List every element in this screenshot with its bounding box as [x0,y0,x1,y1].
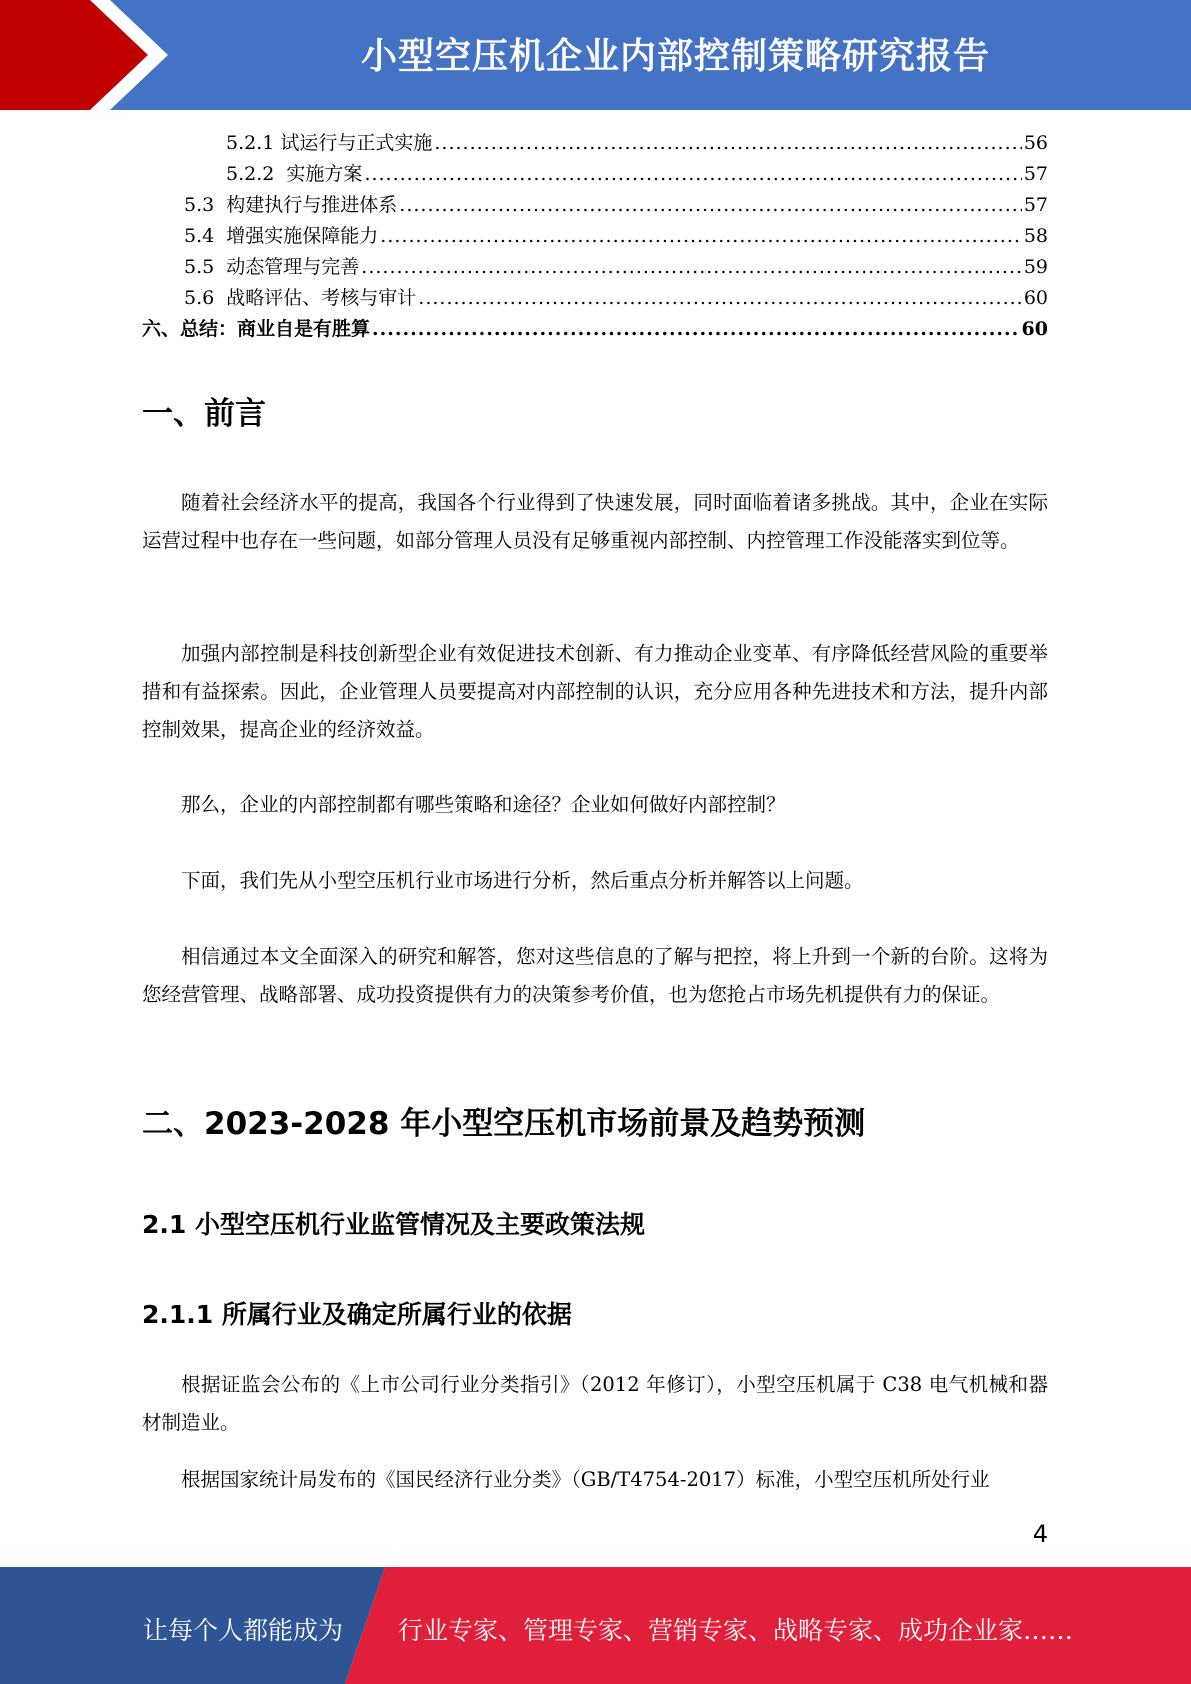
toc-entry-page: 56 [1023,132,1048,154]
report-title: 小型空压机企业内部控制策略研究报告 [360,36,990,77]
toc-entry-page: 57 [1023,163,1048,185]
body-paragraph: 根据国家统计局发布的《国民经济行业分类》（GB/T4754-2017）标准，小型空压机所处行业 [181,1468,990,1491]
toc-entry[interactable] [142,314,1048,345]
toc-entry-page: 57 [1023,194,1048,216]
body-paragraph: 随着社会经济水平的提高，我国各个行业得到了快速发展，同时面临着诸多挑战。其中，企业在实际运营过程中也存在一些问题，如部分管理人员没有足够重视内部控制、内控管理工作没能落实到位等。 [142,491,1048,552]
table-of-contents [142,128,1048,345]
page-header [0,0,1191,110]
page-number: 4 [1032,1520,1048,1548]
page-footer [0,1567,1191,1684]
toc-entry[interactable] [142,159,1048,190]
section-heading: 一、前言 [142,396,266,432]
toc-entry-label: 5.6 战略评估、考核与审计 [184,287,417,309]
subsection-heading: 2.1 小型空压机行业监管情况及主要政策法规 [142,1210,645,1239]
footer-slogan-right: 行业专家、管理专家、营销专家、战略专家、成功企业家…… [398,1616,1074,1645]
footer-slogan-left: 让每个人都能成为 [143,1616,344,1645]
toc-entry-page: 60 [1021,318,1048,340]
header-arrow-graphic [0,0,300,110]
toc-entry[interactable] [142,128,1048,159]
toc-entry-label: 5.5 动态管理与完善 [184,256,360,278]
toc-entry[interactable] [142,221,1048,252]
body-paragraph: 加强内部控制是科技创新型企业有效促进技术创新、有力推动企业变革、有序降低经营风险的重要举措和有益探索。因此，企业管理人员要提高对内部控制的认识，充分应用各种先进技术和方法，提升内部控制效果，提高企业的经济效益。 [142,642,1048,741]
section-heading: 二、2023-2028 年小型空压机市场前景及趋势预测 [142,1106,866,1142]
toc-entry[interactable] [142,190,1048,221]
toc-entry-page: 59 [1023,256,1048,278]
body-paragraph: 根据证监会公布的《上市公司行业分类指引》（2012 年修订），小型空压机属于 C38 电气机械和器材制造业。 [142,1373,1048,1434]
toc-entry-label: 5.4 增强实施保障能力 [184,225,379,247]
body-paragraph: 下面，我们先从小型空压机行业市场进行分析，然后重点分析并解答以上问题。 [181,869,864,892]
body-paragraph: 那么，企业的内部控制都有哪些策略和途径？企业如何做好内部控制？ [181,793,786,816]
toc-entry-label: 5.3 构建执行与推进体系 [184,194,398,216]
toc-entry-page: 60 [1023,287,1048,309]
toc-entry[interactable] [142,283,1048,314]
subsection-heading: 2.1.1 所属行业及确定所属行业的依据 [142,1300,572,1329]
toc-entry[interactable] [142,252,1048,283]
toc-entry-page: 58 [1023,225,1048,247]
toc-entry-label: 六、总结：商业自是有胜算 [142,318,371,340]
toc-entry-label: 5.2.2 实施方案 [226,163,363,185]
toc-entry-label: 5.2.1 试运行与正式实施 [226,132,433,154]
body-paragraph: 相信通过本文全面深入的研究和解答，您对这些信息的了解与把控，将上升到一个新的台阶。这将为您经营管理、战略部署、成功投资提供有力的决策参考价值，也为您抢占市场先机提供有力的保证。 [142,945,1048,1006]
